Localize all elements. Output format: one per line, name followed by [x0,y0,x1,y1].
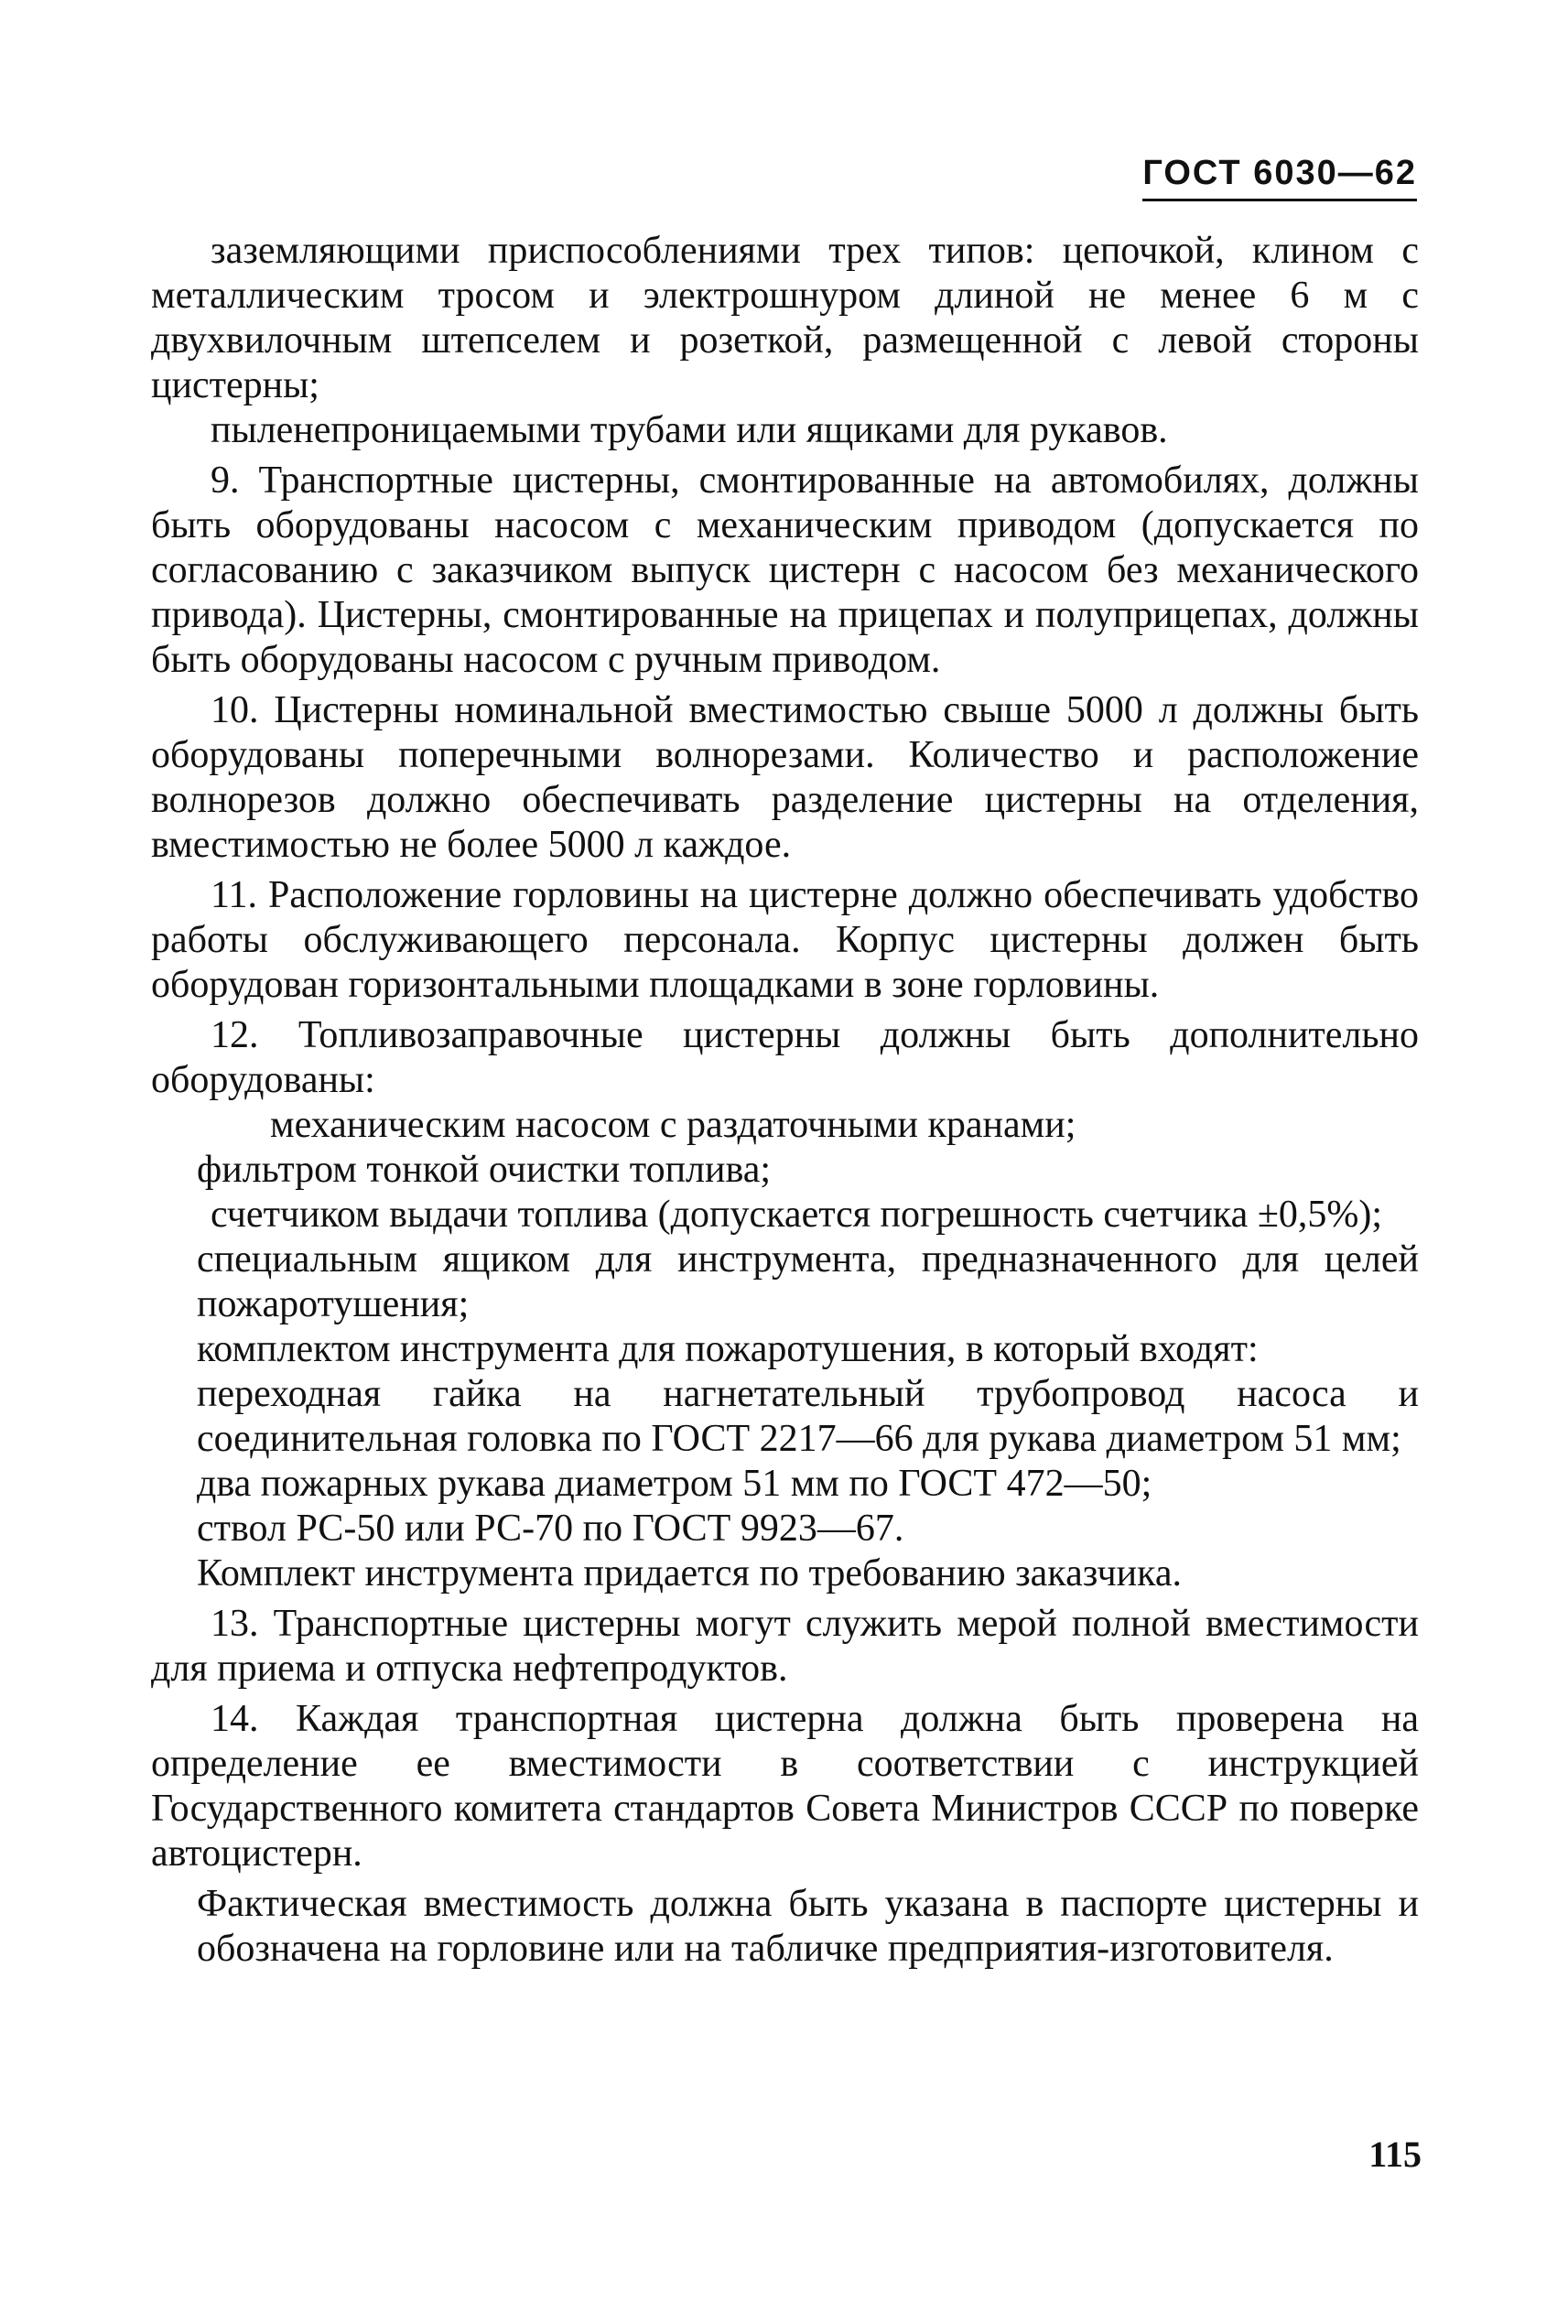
paragraph-item-14: 14. Каждая транспортная цистерна должна быть проверена на определение ее вместимости в соответствии с инструкцией Государственного комитета стандартов Совета Министров СССР по поверке автоцистерн. [151,1698,1419,1875]
list-item-fire-hoses: два пожарных рукава диаметром 51 мм по ГОСТ 472—50; [197,1463,1152,1505]
paragraph-kit-note: Комплект инструмента придается по требованию заказчика. [197,1552,1182,1594]
paragraph-item-9: 9. Транспортные цистерны, смонтированные на автомобилях, должны быть оборудованы насосом с механическим приводом (допускается по согласованию с заказчиком выпуск цистерн с насосом без механического привода). Цистерны, смонтированные на прицепах и полуприцепах, должны быть оборудованы насосом с ручным приводом. [151,459,1419,681]
paragraph-item-11: 11. Расположение горловины на цистерне должно обеспечивать удобство работы обслуживающего персонала. Корпус цистерны должен быть оборудован горизонтальными площадками в зоне горловины. [151,874,1419,1006]
list-item-tool-kit: комплектом инструмента для пожаротушения, в который входят: [197,1328,1259,1370]
document-header: ГОСТ 6030—62 [1142,154,1417,201]
paragraph-item-12: 12. Топливозаправочные цистерны должны быть дополнительно оборудованы: [151,1014,1419,1101]
list-item-counter: счетчиком выдачи топлива (допускается погрешность счетчика ±0,5%); [211,1194,1383,1236]
paragraph-item-13: 13. Транспортные цистерны могут служить мерой полной вместимости для приема и отпуска нефтепродуктов. [151,1603,1419,1690]
list-item-pump: механическим насосом с раздаточными кранами; [270,1104,1076,1146]
list-item-adapter-nut: переходная гайка на нагнетательный трубопровод насоса и соединительная головка по ГОСТ 2217—66 для рукава диаметром 51 мм; [197,1373,1419,1460]
paragraph-item-10: 10. Цистерны номинальной вместимостью свыше 5000 л должны быть оборудованы поперечными волнорезами. Количество и расположение волнорезов должно обеспечивать разделение цистерны на отделения, вместимостью не более 5000 л каждое. [151,689,1419,866]
page-number: 115 [1368,2134,1422,2175]
list-item-tool-box: специальным ящиком для инструмента, предназначенного для целей пожаротушения; [197,1238,1419,1325]
list-item-nozzle: ствол РС-50 или РС-70 по ГОСТ 9923—67. [197,1508,904,1550]
list-item-filter: фильтром тонкой очистки топлива; [197,1149,772,1191]
paragraph-capacity-note: Фактическая вместимость должна быть указана в паспорте цистерны и обозначена на горловине или на табличке предприятия-изготовителя. [197,1883,1419,1970]
paragraph-hose-boxes: пыленепроницаемыми трубами или ящиками для рукавов. [211,409,1168,451]
document-body [151,229,1419,1972]
paragraph-grounding-devices: заземляющими приспособлениями трех типов: цепочкой, клином с металлическим тросом и электрошнуром длиной не менее 6 м с двухвилочным штепселем и розеткой, размещенной с левой стороны цистерны; [151,230,1419,406]
